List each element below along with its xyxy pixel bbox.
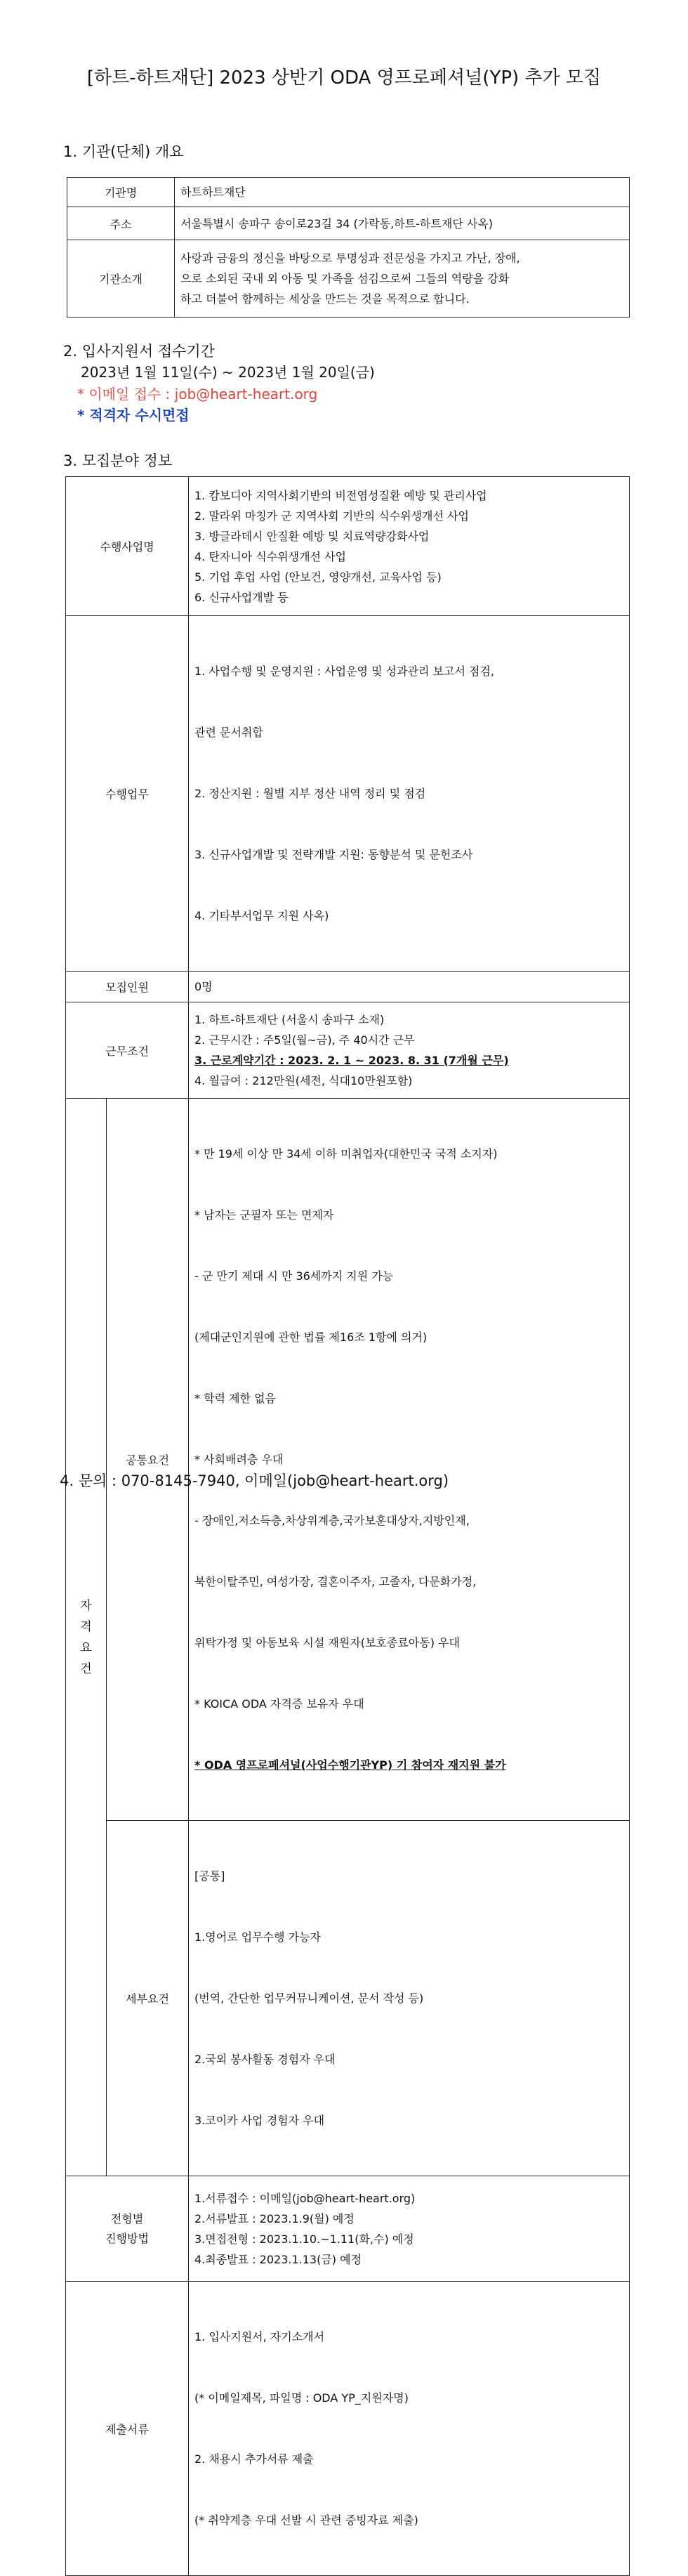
process-label: 전형별 진행방법: [66, 2176, 189, 2282]
headcount-label: 모집인원: [66, 972, 189, 1002]
org-address-label: 주소: [67, 207, 175, 240]
projects-label: 수행사업명: [66, 477, 189, 616]
reapply-restriction: * ODA 영프로페셔널(사업수행기관YP) 기 참여자 재지원 불가: [194, 1758, 506, 1772]
common-req-value: * 만 19세 이상 만 34세 이하 미취업자(대한민국 국적 소지자) * 남자는 군필자 또는 면제자 - 군 만기 제대 시 만 36세까지 지원 가능 (제대군인지원에 관한 법률 제16조 1항에 의거) * 학력 제한 없음 * 사회배려층 우대 - 장애인,저소득층,차상위계층,국가보훈대상자,지방인재, 북한이탈주민, 여성가장, 결혼이주자, 고졸자, 다문화가정, 위탁가정 및 아동보육 시설 재원자(보호종료아동) 우대 * KOICA ODA 자격증 보유자 우대 * ODA 영프로페셔널(사업수행기관YP) 기 참여자 재지원 불가: [189, 1099, 630, 1821]
process-value: 1.서류접수 : 이메일(job@heart-heart.org) 2.서류발표 : 2023.1.9(월) 예정 3.면접전형 : 2023.1.10.~1.11(화,수) 예정 4.최종발표 : 2023.1.13(금) 예정: [189, 2176, 630, 2282]
documents-label: 제출서류: [66, 2282, 189, 2576]
projects-value: 1. 캄보디아 지역사회기반의 비전염성질환 예방 및 관리사업 2. 말라위 마칭가 군 지역사회 기반의 식수위생개선 사업 3. 방글라데시 안질환 예방 및 치료역량강화사업 4. 탄자니아 식수위생개선 사업 5. 기업 후업 사업 (안보건, 영양개선, 교육사업 등) 6. 신규사업개발 등: [189, 477, 630, 616]
org-name-value: 하트하트재단: [175, 178, 630, 207]
org-intro-label: 기관소개: [67, 240, 175, 318]
duties-label: 수행업무: [66, 616, 189, 972]
section1-heading: 1. 기관(단체) 개요: [63, 143, 184, 160]
qualification-label: 자 격 요 건: [66, 1099, 107, 2176]
org-address-value: 서울특별시 송파구 송이로23길 34 (가락동,하트-하트재단 사옥): [175, 207, 630, 240]
org-table: [67, 177, 630, 318]
contract-period: 3. 근로계약기간 : 2023. 2. 1 ~ 2023. 8. 31 (7개월 근무): [194, 1054, 509, 1067]
org-intro-value: 사랑과 금융의 정신을 바탕으로 투명성과 전문성을 가지고 가난, 장애, 으로 소외된 국내 외 아동 및 가족을 섬김으로써 그들의 역량을 강화 하고 더불어 함께하는 세상을 만드는 것을 목적으로 합니다.: [175, 240, 630, 318]
page-title: [하트-하트재단] 2023 상반기 ODA 영프로페셔널(YP) 추가 모집: [86, 67, 602, 89]
duties-value: 1. 사업수행 및 운영지원 : 사업운영 및 성과관리 보고서 점검, 관련 문서취합 2. 정산지원 : 월별 지부 정산 내역 정리 및 점검 3. 신규사업개발 및 전략개발 지원: 동향분석 및 문헌조사 4. 기타부서업무 지원 사옥): [189, 616, 630, 972]
email-note: * 이메일 접수 : job@heart-heart.org: [77, 386, 318, 403]
application-period: 2023년 1월 11일(수) ~ 2023년 1월 20일(금): [81, 364, 375, 381]
recruit-table: [65, 476, 630, 2576]
section2-heading: 2. 입사지원서 접수기간: [63, 343, 215, 360]
conditions-label: 근무조건: [66, 1002, 189, 1099]
conditions-value: 1. 하트-하트재단 (서울시 송파구 소재) 2. 근무시간 : 주5일(월~금), 주 40시간 근무 3. 근로계약기간 : 2023. 2. 1 ~ 2023. 8. 31 (7개월 근무) 4. 월급여 : 212만원(세전, 식대10만원포함): [189, 1002, 630, 1099]
contact-info: 4. 문의 : 070-8145-7940, 이메일(job@heart-heart.org): [60, 1472, 449, 1489]
org-name-label: 기관명: [67, 178, 175, 207]
headcount-value: 0명: [189, 972, 630, 1002]
section3-heading: 3. 모집분야 정보: [63, 452, 173, 469]
detail-req-label: 세부요건: [107, 1821, 189, 2176]
interview-note: * 적격자 수시면접: [77, 407, 190, 424]
documents-value: 1. 입사지원서, 자기소개서 (* 이메일제목, 파일명 : ODA YP_지원자명) 2. 채용시 추가서류 제출 (* 취약계층 우대 선발 시 관련 증빙자료 제출): [189, 2282, 630, 2576]
common-req-label: 공통요건: [107, 1099, 189, 1821]
detail-req-value: [공통] 1.영어로 업무수행 가능자 (번역, 간단한 업무커뮤니케이션, 문서 작성 등) 2.국외 봉사활동 경험자 우대 3.코이카 사업 경험자 우대: [189, 1821, 630, 2176]
